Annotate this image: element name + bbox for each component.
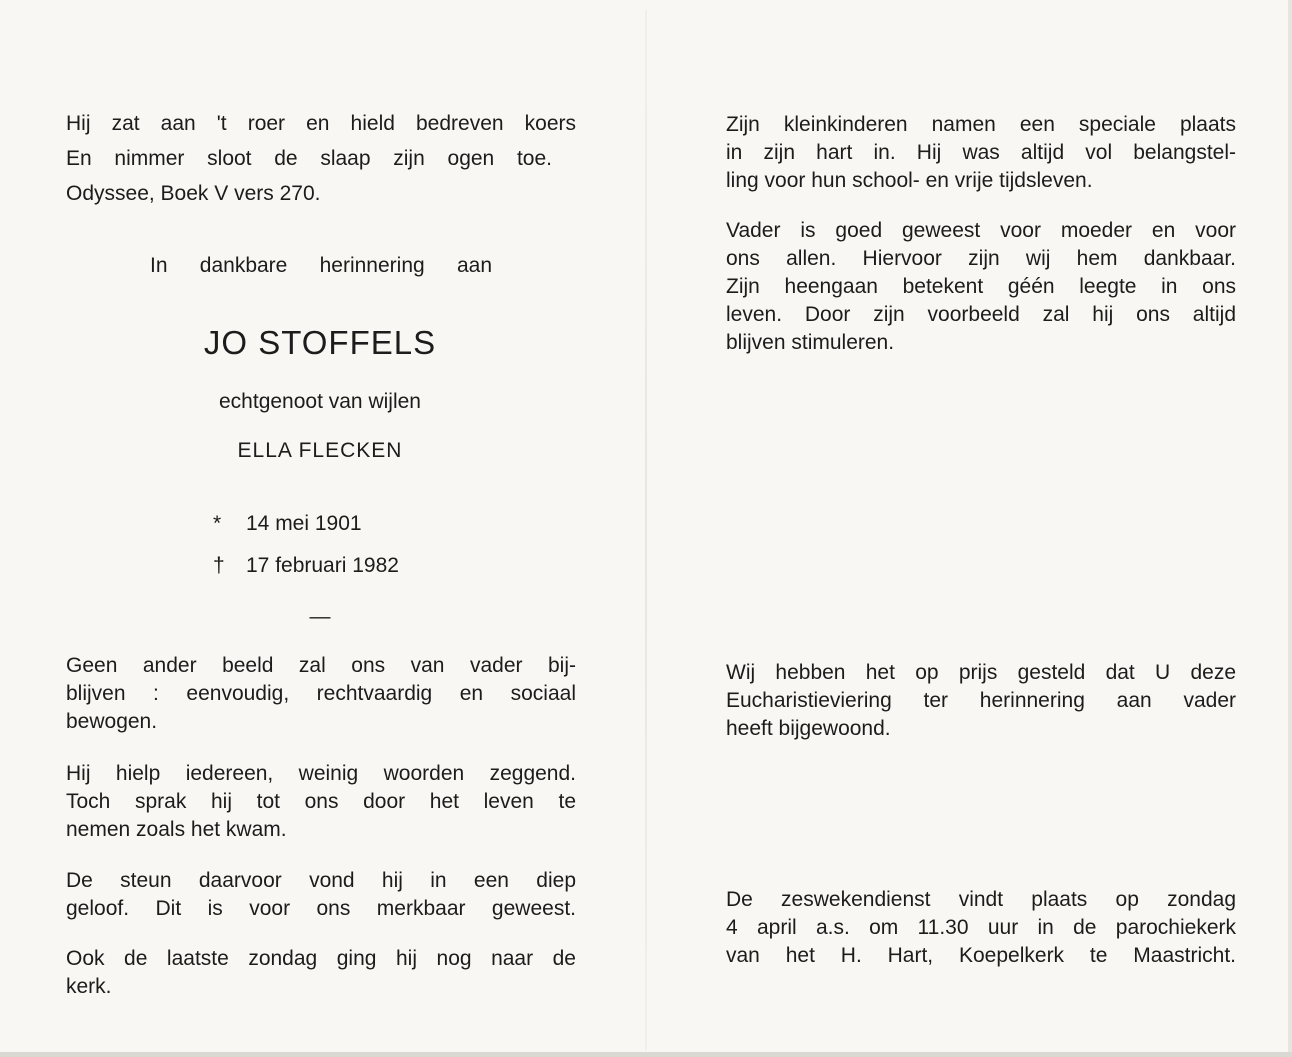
odyssey-quote bbox=[66, 110, 576, 208]
paragraph: Wij hebben het op prijs gesteld dat U deze Eucharistieviering ter herinnering aan vader heeft bijgewoond. bbox=[726, 661, 1236, 740]
quote-line: Hij zat aan 't roer en hield bedreven koers bbox=[66, 112, 576, 135]
death-symbol: † bbox=[213, 554, 225, 577]
spouse-name: ELLA FLECKEN bbox=[237, 439, 403, 462]
card-edge-right bbox=[1288, 0, 1292, 1057]
paragraph: Ook de laatste zondag ging hij nog naar de kerk. bbox=[66, 947, 576, 998]
spouse-intro: echtgenoot van wijlen bbox=[219, 390, 421, 413]
birth-symbol: * bbox=[213, 512, 222, 535]
card-edge-bottom bbox=[0, 1052, 1292, 1057]
quote-line: En nimmer sloot de slaap zijn ogen toe. bbox=[66, 147, 552, 170]
card-fold bbox=[645, 10, 647, 1050]
divider: — bbox=[309, 605, 331, 628]
death-line bbox=[213, 552, 513, 580]
deceased-name: JO STOFFELS bbox=[203, 324, 437, 361]
paragraph: Geen ander beeld zal ons van vader bij- blijven : eenvoudig, rechtvaardig en sociaal bewogen. bbox=[66, 654, 576, 733]
quote-source: Odyssee, Boek V vers 270. bbox=[66, 182, 321, 205]
memory-intro: In dankbare herinnering aan bbox=[150, 254, 492, 277]
paragraph: Zijn kleinkinderen namen een speciale plaats in zijn hart in. Hij was altijd vol belangstel- ling voor hun school- en vrije tijdsleven. bbox=[726, 113, 1236, 192]
death-date: 17 februari 1982 bbox=[246, 554, 399, 577]
paragraph: De zeswekendienst vindt plaats op zondag 4 april a.s. om 11.30 uur in de parochiekerk van het H. Hart, Koepelkerk te Maastricht. bbox=[726, 888, 1236, 967]
birth-line bbox=[213, 510, 513, 538]
paragraph: Hij hielp iedereen, weinig woorden zeggend. Toch sprak hij tot ons door het leven te nemen zoals het kwam. bbox=[66, 762, 576, 841]
paragraph: Vader is goed geweest voor moeder en voor ons allen. Hiervoor zijn wij hem dankbaar. Zijn heengaan betekent géén leegte in ons leven. Door zijn voorbeeld zal hij ons altijd blijven stimuleren. bbox=[726, 219, 1236, 354]
birth-date: 14 mei 1901 bbox=[246, 512, 362, 535]
paragraph: De steun daarvoor vond hij in een diep geloof. Dit is voor ons merkbaar geweest. bbox=[66, 869, 576, 920]
